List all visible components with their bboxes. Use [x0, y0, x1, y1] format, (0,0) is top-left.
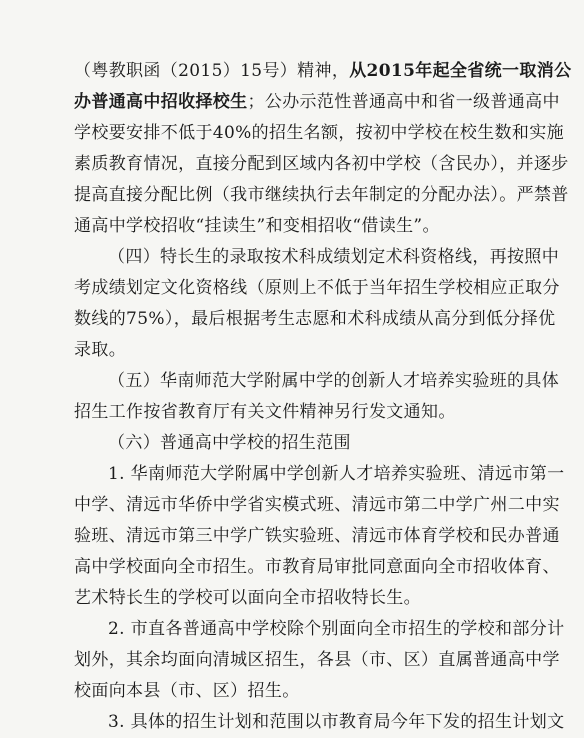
document-line [74, 521, 560, 552]
text-segment: 通高中学校招收“挂读生”和变相招收“借读生”。 [74, 216, 440, 236]
text-segment: 招生工作按省教育厅有关文件精神另行发文通知。 [74, 402, 456, 422]
document-body [74, 56, 572, 738]
text-segment: 素质教育情况，直接分配到区域内各初中学校（含民办），并逐步 [74, 154, 569, 174]
document-line [74, 56, 572, 87]
document-line [74, 118, 564, 149]
text-segment: （五）华南师范大学附属中学的创新人才培养实验班的具体 [108, 371, 560, 391]
document-line [74, 552, 560, 583]
text-segment: 数线的75%），最后根据考生志愿和术科成绩从高分到低分择优 [74, 309, 556, 329]
text-segment: 高中学校面向全市招生。市教育局审批同意面向全市招收体育、 [74, 557, 560, 577]
text-segment: 录取。 [74, 340, 127, 360]
document-line [74, 397, 518, 428]
document-line [74, 614, 565, 645]
document-line [74, 490, 560, 521]
text-segment: 划外，其余均面向清城区招生，各县（市、区）直属普通高中学 [74, 650, 560, 670]
text-segment: 中学、清远市华侨中学省实模式班、清远市第二中学广州二中实 [74, 495, 560, 515]
text-segment: （粤教职函（2015）15号）精神， [74, 61, 350, 81]
text-segment: 学校要安排不低于40%的招生名额，按初中学校在校生数和实施 [74, 123, 564, 143]
document-line [74, 87, 560, 118]
document-line [74, 273, 560, 304]
text-segment: 艺术特长生的学校可以面向全市招收特长生。 [74, 588, 421, 608]
document-line [74, 707, 565, 738]
text-segment: 提高直接分配比例（我市继续执行去年制定的分配办法）。严禁普 [74, 185, 569, 205]
document-line [74, 459, 565, 490]
document-line [74, 366, 560, 397]
text-segment: ；公办示范性普通高中和省一级普通高中 [247, 92, 560, 112]
document-line [74, 180, 569, 211]
document-line [74, 645, 560, 676]
document-line [74, 304, 556, 335]
text-segment: （四）特长生的录取按术科成绩划定术科资格线，再按照中 [108, 247, 560, 267]
text-segment: 考成绩划定文化资格线（原则上不低于当年招生学校相应正取分 [74, 278, 560, 298]
document-line [74, 149, 569, 180]
document-line [74, 428, 518, 459]
text-segment: 校面向本县（市、区）招生。 [74, 681, 300, 701]
text-segment: 3. 具体的招生计划和范围以市教育局今年下发的招生计划文 [108, 712, 565, 732]
text-segment: 2. 市直各普通高中学校除个别面向全市招生的学校和部分计 [108, 619, 565, 639]
text-segment: （六）普通高中学校的招生范围 [108, 433, 351, 453]
document-line [74, 335, 518, 366]
document-line [74, 242, 560, 273]
bold-text-segment: 办普通高中招收择校生 [74, 92, 248, 112]
document-line [74, 676, 518, 707]
text-segment: 验班、清远市第三中学广铁实验班、清远市体育学校和民办普通 [74, 526, 560, 546]
document-line [74, 583, 518, 614]
text-segment: 1. 华南师范大学附属中学创新人才培养实验班、清远市第一 [108, 464, 565, 484]
document-line [74, 211, 518, 242]
bold-text-segment: 从2015年起全省统一取消公 [349, 61, 572, 81]
